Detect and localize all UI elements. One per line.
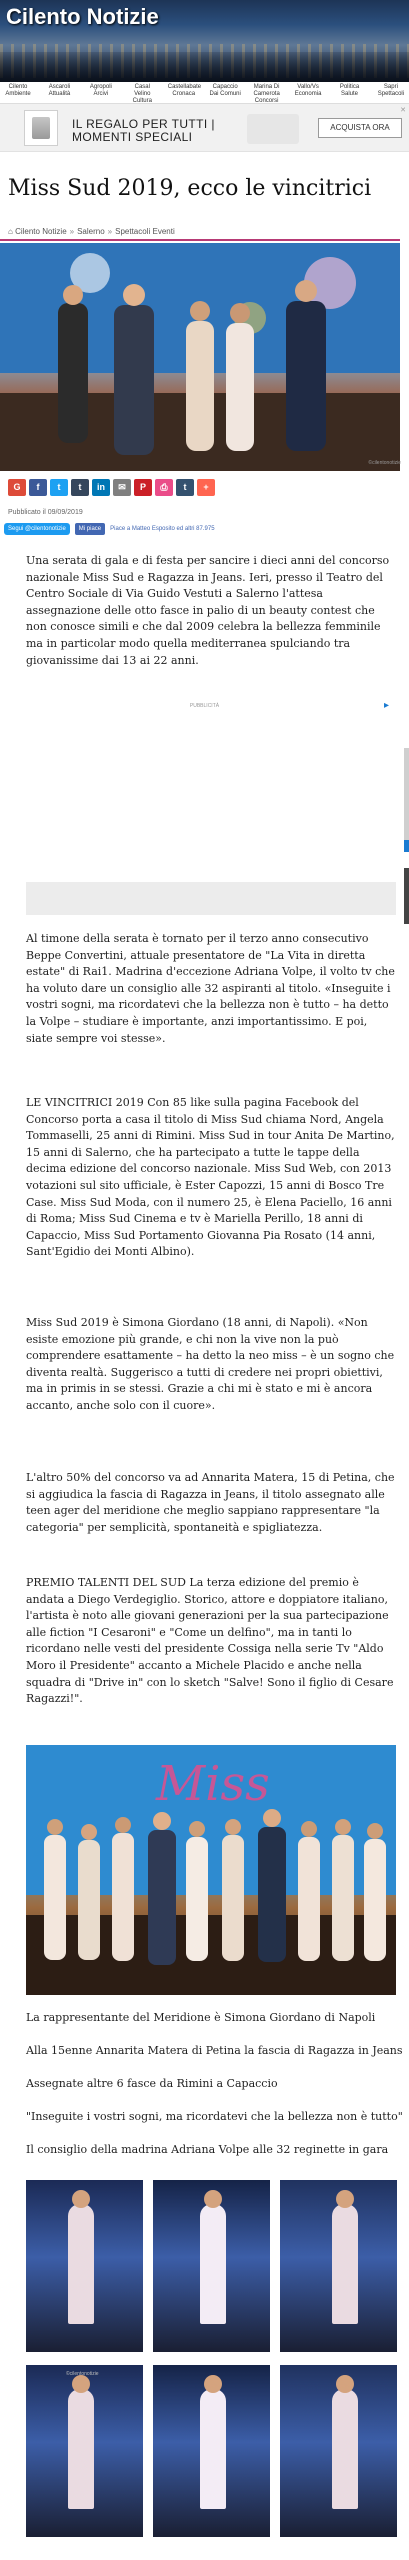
ad-product-image xyxy=(247,114,299,144)
plus-icon[interactable]: + xyxy=(197,479,215,496)
contestant-head xyxy=(336,2375,354,2393)
title-divider xyxy=(0,239,400,241)
breadcrumb xyxy=(8,227,175,236)
ad-choices-icon[interactable]: ▸ xyxy=(383,700,389,711)
breadcrumb-separator: » xyxy=(107,227,113,236)
contestant-head xyxy=(72,2375,90,2393)
facebook-like-button[interactable]: Mi piace xyxy=(75,523,105,535)
article-paragraph: LE VINCITRICI 2019 Con 85 like sulla pagina Facebook del Concorso porta a casa il titolo di Miss Sud chiama Nord, Angela Tommaselli, 25 anni di Rimini. Miss Sud in tour Anita De Martino, 15 anni di Salerno, che ha partecipato a tutte le tappe della decima edizione del concorso nazionale. Miss Sud Web, con 2013 votazioni sul sito ufficiale, è Ester Capozzi, 15 anni di Bosco Tre Case. Miss Sud Moda, con il numero 25, è Elena Paciello, 16 anni di Roma; Miss Sud Cinema e tv è Mariella Perillo, 18 anni di Capaccio, Miss Sud Portamento Giovanna Pia Rosato (14 anni, Sant'Egidio dei Monti Albino). xyxy=(26,1096,395,1259)
print-icon[interactable]: ⎙ xyxy=(155,479,173,496)
nav-item[interactable]: Vallo/Vs Economia xyxy=(294,84,322,97)
breadcrumb-item[interactable]: Salerno xyxy=(77,227,105,236)
twitter-icon[interactable]: t xyxy=(50,479,68,496)
breadcrumb-separator: » xyxy=(69,227,75,236)
twitter-follow-button[interactable]: Segui @cilentonotizie xyxy=(4,523,70,535)
gallery-photo[interactable] xyxy=(26,2365,143,2537)
contestant-head xyxy=(336,2190,354,2208)
svg-text:Miss: Miss xyxy=(156,1756,270,1812)
nav-item[interactable]: Casal Velino Cultura xyxy=(132,84,152,104)
nav-item[interactable]: Castellabate Cronaca xyxy=(167,84,202,97)
article-paragraph: PREMIO TALENTI DEL SUD La terza edizione del premio è andata a Diego Verdegiglio. Storico, attore e doppiatore italiano, l'artista è noto alle giovani generazioni per la sua partecipazione alle fiction "I Cesaroni" e "Come un delfino", ma in tanti lo ricordano nelle vesti del presidente Cossiga nella serie Tv "Aldo Moro il Presidente" accanto a Michele Placido e anche nella squadra di "Drive in" con lo sketch "Salve! Sono il figlio di Cesare Ragazzi!". xyxy=(26,1576,394,1706)
contestant-head xyxy=(72,2190,90,2208)
main-photo[interactable] xyxy=(0,243,400,471)
gallery-photo[interactable] xyxy=(280,2180,397,2352)
photo-caption: Alla 15enne Annarita Matera di Petina la fascia di Ragazza in Jeans xyxy=(26,2044,403,2057)
ad-placeholder xyxy=(26,882,396,915)
breadcrumb-item[interactable]: Cilento Notizie xyxy=(15,227,67,236)
nav-item[interactable]: Agropoli Arcivi xyxy=(89,84,112,97)
close-icon[interactable]: ✕ xyxy=(400,107,406,114)
contestant-figure xyxy=(68,2389,94,2509)
nav-item[interactable]: Ascaroli Attualità xyxy=(48,84,71,97)
ad-banner[interactable] xyxy=(0,104,409,152)
contestant-head xyxy=(204,2375,222,2393)
gallery-photo[interactable] xyxy=(153,2365,270,2537)
more-icon[interactable]: t xyxy=(176,479,194,496)
contestant-figure xyxy=(68,2204,94,2324)
contestant-figure xyxy=(200,2204,226,2324)
article-paragraph: Una serata di gala e di festa per sancire i dieci anni del concorso nazionale Miss Sud e Ragazza in Jeans. Ieri, presso il Teatro del Centro Sociale di Via Guido Vestuti a Salerno l'attesa assegnazione delle otto fasce in palio di un beauty contest che non conosce simili e che dal 2009 celebra la bellezza femminile ma in particolar modo quella mediterranea spulciando tra giovanissime dai 13 ai 22 anni. xyxy=(26,554,390,667)
contestant-figure xyxy=(332,2204,358,2324)
facebook-icon[interactable]: f xyxy=(29,479,47,496)
photo-credit: ©cilentonotizie xyxy=(368,460,401,466)
group-photo-scene xyxy=(26,1745,396,1995)
site-logo[interactable]: Cilento Notizie xyxy=(6,4,159,29)
tumblr-icon[interactable]: t xyxy=(71,479,89,496)
publish-date: Pubblicato il 09/09/2019 xyxy=(8,509,83,516)
nav-item[interactable]: Cilento Ambiente xyxy=(5,84,31,97)
social-follow-row xyxy=(4,523,215,535)
ad-label: PUBBLICITÀ xyxy=(189,703,220,709)
nav-item[interactable]: Marina Di Camerota Concorsi xyxy=(253,84,280,104)
side-ad-strip[interactable] xyxy=(404,868,409,924)
photo-caption: Assegnate altre 6 fasce da Rimini a Capaccio xyxy=(26,2077,278,2090)
gallery-photo[interactable] xyxy=(26,2180,143,2352)
nav-item[interactable]: Politica Salute xyxy=(339,84,360,97)
header-sea xyxy=(0,52,409,82)
article-paragraph: Al timone della serata è tornato per il terzo anno consecutivo Beppe Convertini, attuale presentatore de "La Vita in diretta estate" di Rai1. Madrina d'eccezione Adriana Volpe, il volto tv che ha voluto dare un consiglio alle 32 aspiranti al titolo. «Inseguite i vostri sogni, ma ricordatevi che la bellezza non è tutto – ha detto la Volpe – studiare è importante, anzi importantissimo. E poi, siate sempre voi stesse». xyxy=(26,932,395,1045)
g-icon[interactable]: G xyxy=(8,479,26,496)
ad-buy-button[interactable]: ACQUISTA ORA xyxy=(318,118,402,138)
share-bar xyxy=(8,479,215,496)
article-title: Miss Sud 2019, ecco le vincitrici xyxy=(8,176,372,201)
pinterest-icon[interactable]: P xyxy=(134,479,152,496)
breadcrumb-home-icon: ⌂ xyxy=(8,227,16,236)
article-paragraph: Miss Sud 2019 è Simona Giordano (18 anni, di Napoli). «Non esiste emozione più grande, e chi non la vive non la può comprendere esattamente – ha detto la neo miss – è un sogno che diventa realtà. Suggerisco a tutti di credere nei propri obiettivi, ma in primis in se stessi. Grazie a chi mi è stato e mi è ancora accanto, anche solo con il cuore». xyxy=(26,1316,395,1412)
article-paragraph: L'altro 50% del concorso va ad Annarita Matera, 15 di Petina, che si aggiudica la fascia di Ragazza in Jeans, il titolo assegnato alle teen ager del meridione che meglio sappiano rappresentare "la categoria" per semplicità, spontaneità e spigliatezza. xyxy=(26,1471,395,1534)
ad-headline: IL REGALO PER TUTTI | MOMENTI SPECIALI xyxy=(72,117,215,144)
site-header xyxy=(0,0,409,82)
main-nav xyxy=(0,82,409,104)
photo-caption: Il consiglio della madrina Adriana Volpe alle 32 reginette in gara xyxy=(26,2143,389,2156)
photo-caption: La rappresentante del Meridione è Simona Giordano di Napoli xyxy=(26,2011,376,2024)
photo-caption: "Inseguite i vostri sogni, ma ricordatevi che la bellezza non è tutto" xyxy=(26,2110,403,2123)
side-scroll-indicator[interactable] xyxy=(404,840,409,852)
main-photo-scene xyxy=(0,243,400,471)
side-scroll-tab[interactable] xyxy=(404,748,409,848)
linkedin-icon[interactable]: in xyxy=(92,479,110,496)
group-photo[interactable] xyxy=(26,1745,396,1995)
contestant-figure xyxy=(200,2389,226,2509)
gallery-photo[interactable] xyxy=(280,2365,397,2537)
gallery-photo[interactable] xyxy=(153,2180,270,2352)
contestant-head xyxy=(204,2190,222,2208)
nav-item[interactable]: Capaccio Dai Comuni xyxy=(209,84,241,97)
facebook-like-count: Piace a Matteo Esposito ed altri 87.975 xyxy=(110,526,215,532)
email-icon[interactable]: ✉ xyxy=(113,479,131,496)
gift-box-icon xyxy=(24,110,58,146)
gallery-watermark: ©cilentonotizie xyxy=(66,2371,99,2377)
breadcrumb-item[interactable]: Spettacoli Eventi xyxy=(115,227,175,236)
nav-item[interactable]: Sapri Spettacoli xyxy=(377,84,405,97)
contestant-figure xyxy=(332,2389,358,2509)
